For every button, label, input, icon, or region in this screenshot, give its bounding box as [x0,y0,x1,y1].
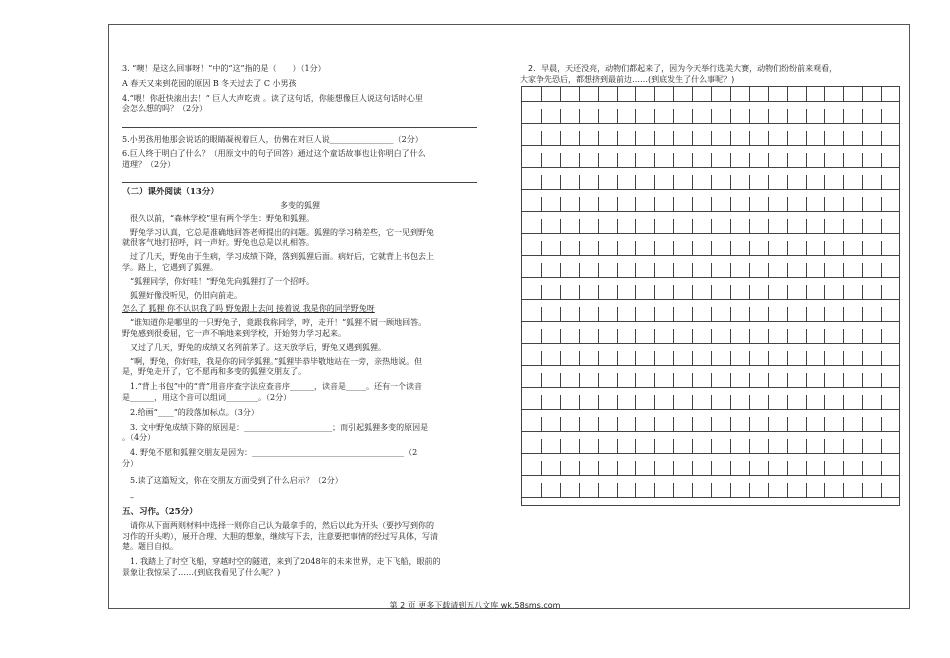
story-line: 是，野兔走开了，它不愿再和多变的狐狸交朋友了。 [122,367,306,377]
grid-row[interactable] [522,373,899,388]
section-2-title: （二）课外阅读（13分） [122,186,219,197]
grid-row[interactable] [522,175,899,190]
grid-row-gap [522,322,899,329]
sub-question-2: 2.给画“____”的段落加标点。（3分） [130,407,259,417]
sub-question-1-line1: 1.“背上书包”中的“背”用音序查字法应查音序______，读音是_____。还有一个读音 [130,382,422,392]
sub-question-3-line1: 3. 文中野兔成绩下降的原因是：______________________；而引起狐狸多变的原因是 [130,422,429,432]
grid-row[interactable] [522,87,899,102]
essay-option-2-line2: 大家争先恐后，都想挤到最前边……(到底发生了什么事呢？) [520,74,735,84]
section-5-title: 五、习作。（25分） [122,507,198,518]
story-line: 狐狸好像没听见，仍旧向前走。 [130,290,242,300]
story-line: 又过了几天，野兔的成绩又名列前茅了。这天放学后，野兔又遇到狐狸。 [130,342,386,352]
answer-dash: – [130,492,134,502]
grid-row[interactable] [522,461,899,476]
story-line-underlined: 怎么了 狐狸 你不认识我了吗 野兔跟上去问 接着说 我是你的同学野兔呀 [122,304,375,314]
sub-question-5: 5.读了这篇短文，你在交朋友方面受到了什么启示？（2分） [130,475,343,485]
grid-row[interactable] [522,395,899,410]
grid-row[interactable] [522,219,899,234]
grid-row-gap [522,366,899,373]
grid-row[interactable] [522,483,899,498]
story-line: “狐狸同学，你好哇！”野兔先向狐狸打了一个招呼。 [130,276,315,286]
grid-row[interactable] [522,263,899,278]
grid-row-gap [522,190,899,197]
story-line: 过了几天，野兔由于生病，学习成绩下降，落到狐狸后面。病好后，它就背上书包去上 [130,252,434,262]
page-footer: 第 2 页 更多下载请到五八文库 wk.58sms.com [389,601,561,610]
story-line: 野兔感到很委屈，它一声不响地来到学校，开始努力学习起来。 [122,329,346,339]
grid-row[interactable] [522,131,899,146]
essay-option-1-line1: 1. 我踏上了时空飞船，穿越时空的隧道，来到了2048年的未来世界，走下飞船，眼前的 [130,557,441,567]
story-line: “谁知道你是哪里的一只野兔子，竟跟我称同学，哼，走开！”狐狸不屑一顾地回答。 [130,318,427,328]
grid-row[interactable] [522,351,899,366]
grid-row[interactable] [522,329,899,344]
grid-row[interactable] [522,417,899,432]
question-4-line2: 会怎么想的吗？（2分） [122,104,208,114]
grid-row-gap [522,410,899,417]
grid-row[interactable] [522,505,899,506]
left-column [122,64,478,579]
story-line: 野兔学习认真，它总是准确地回答老师提出的问题。狐狸的学习稍差些，它一见到野兔 [130,227,434,237]
sub-question-3-line2: 。（4分） [122,433,156,443]
grid-row[interactable] [522,285,899,300]
question-3-options: A 春天又来到花园的原因 B 冬天过去了 C 小男孩 [122,78,297,88]
story-line: 就很客气地打招呼，问一声好。野兔也总是以礼相答。 [122,238,314,248]
grid-row[interactable] [522,153,899,168]
essay-option-2-line1: 2．早晨，天还没亮，动物们都起来了，因为今天举行选美大赛，动物们纷纷前来观看， [528,64,838,73]
answer-line-4[interactable] [122,127,477,128]
grid-row-gap [522,168,899,175]
grid-row-gap [522,278,899,285]
question-5: 5.小男孩用他那会说话的眼睛凝视着巨人，仿佛在对巨人说________________（2分） [122,135,423,145]
story-line: 学。路上，它遇到了狐狸。 [122,263,218,273]
grid-row-gap [522,124,899,131]
right-column [520,64,920,86]
grid-row-gap [522,234,899,241]
question-3: 3. “噢！是这么回事呀！”中的“这”指的是（ ）（1分） [122,64,326,73]
question-6-line1: 6.巨人终于明白了什么？（用原文中的句子回答）通过这个童话故事也让你明白了什么 [122,148,426,158]
essay-writing-grid[interactable] [521,86,900,506]
grid-row-gap [522,300,899,307]
sub-question-4-line2: 分） [122,458,138,468]
essay-instruction-line2: 习作的开头哟），展开合理、大胆的想象，继续写下去，注意要把事情的经过写具体，写清 [122,531,438,541]
grid-row[interactable] [522,439,899,454]
grid-row-gap [522,212,899,219]
grid-row-gap [522,256,899,263]
grid-row-gap [522,454,899,461]
grid-row-gap [522,476,899,483]
essay-option-1-line2: 景象让我惊呆了……(到底我看见了什么呢？) [122,568,281,578]
grid-row[interactable] [522,241,899,256]
question-6-line2: 道理？（2分） [122,159,176,169]
question-4-line1: 4.“喂！你赶快滚出去！” 巨人大声吃责 。读了这句话，你能想像巨人说这句话时心里 [122,93,423,103]
answer-line-6[interactable] [122,182,477,183]
essay-instruction-line1: 请你从下面两则材料中选择一则你自己认为最拿手的，然后以此为开头（要抄写到你的 [130,520,434,530]
grid-row-gap [522,102,899,109]
grid-row-gap [522,388,899,395]
essay-instruction-line3: 楚。题目自拟。 [122,542,178,552]
grid-row-gap [522,344,899,351]
sub-question-4-line1: 4. 野兔不愿和狐狸交朋友是因为：______________________________________（2 [130,448,418,458]
story-line: 很久以前，“森林学校”里有两个学生：野兔和狐狸。 [130,213,315,223]
grid-row-gap [522,432,899,439]
grid-row[interactable] [522,307,899,322]
grid-row-gap [522,146,899,153]
grid-row[interactable] [522,109,899,124]
story-line: “啊，野兔，你好哇，我是你的同学狐狸。”狐狸毕恭毕敬地站在一旁，亲热地说。但 [130,356,423,366]
sub-question-1-line2: 是______，用这个音可以组词________。（2分） [122,393,292,402]
grid-row[interactable] [522,197,899,212]
story-title: 多变的狐狸 [280,201,320,211]
grid-row-gap [522,498,899,505]
